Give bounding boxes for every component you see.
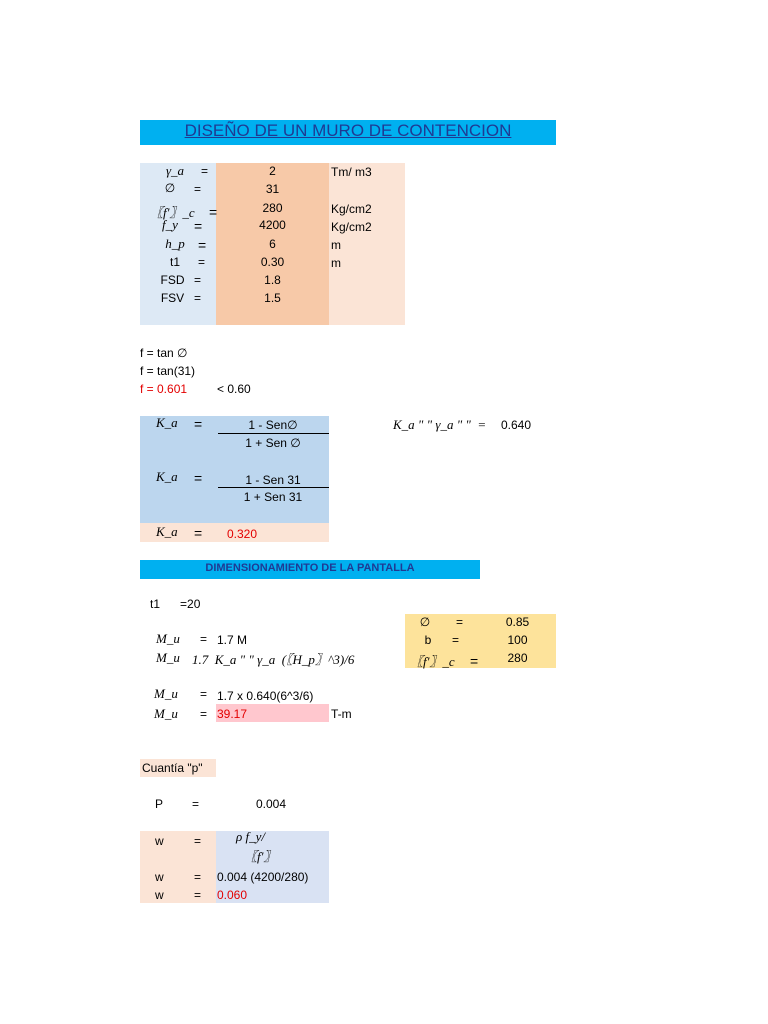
- fraction-line: [218, 433, 329, 434]
- param-eq: =: [194, 291, 202, 305]
- param-unit: m: [331, 238, 341, 252]
- param-value: 280: [262, 201, 283, 215]
- w-symbol: w: [155, 870, 164, 884]
- param-eq: =: [198, 255, 206, 269]
- constant-symbol: b: [424, 633, 432, 647]
- param-eq: =: [198, 237, 207, 253]
- constant-symbol: ∅: [419, 615, 431, 629]
- w-result: 0.060: [217, 888, 248, 902]
- mu-result: 39.17: [217, 707, 248, 721]
- mu-row-1: 1.7 M: [217, 633, 248, 647]
- w-fraction-bottom: 〖f'〗: [244, 849, 277, 864]
- param-value: 1.8: [264, 273, 281, 287]
- mu-symbol: M_u: [154, 686, 178, 701]
- p-eq: =: [192, 797, 200, 811]
- ka-gamma-expr: K_a " " γ_a " " =: [393, 417, 487, 432]
- param-eq: =: [194, 182, 202, 196]
- ka-eq: =: [194, 470, 203, 486]
- ka-eq: =: [194, 416, 203, 432]
- p-symbol: P: [155, 797, 164, 811]
- ka-denominator: 1 + Sen ∅: [245, 436, 301, 450]
- param-symbol: ∅: [164, 181, 176, 195]
- w-eq: =: [194, 888, 202, 902]
- page-title: DISEÑO DE UN MURO DE CONTENCION: [184, 121, 512, 140]
- ka-symbol: K_a: [156, 469, 178, 484]
- param-unit: m: [331, 256, 341, 270]
- mu-eq: =: [200, 632, 208, 646]
- ka-symbol: K_a: [156, 415, 178, 430]
- param-value: 2: [269, 164, 276, 178]
- param-eq: =: [209, 204, 218, 220]
- mu-eq: =: [200, 687, 208, 701]
- param-value: 0.30: [260, 255, 285, 269]
- param-symbol: f_y: [162, 217, 178, 232]
- cuantia-label: Cuantía "p": [142, 761, 203, 775]
- param-eq: =: [201, 164, 209, 178]
- friction-note: < 0.60: [217, 382, 251, 396]
- param-symbol: γ_a: [165, 163, 185, 178]
- param-unit: Kg/cm2: [331, 202, 372, 216]
- param-value: 4200: [259, 218, 286, 232]
- friction-line-2: f = tan(31): [140, 364, 196, 378]
- constant-symbol: 〖f'〗_c: [410, 654, 455, 669]
- mu-symbol: M_u: [156, 631, 180, 646]
- mu-symbol: M_u: [154, 706, 178, 721]
- param-unit: Tm/ m3: [331, 165, 372, 179]
- param-value: 1.5: [264, 291, 281, 305]
- ka-denominator: 1 + Sen 31: [243, 490, 303, 504]
- ka-numerator: 1 - Sen∅: [248, 418, 298, 432]
- param-value: 31: [265, 182, 280, 196]
- constant-eq: =: [456, 615, 464, 629]
- param-eq: =: [194, 218, 203, 234]
- p-value: 0.004: [256, 797, 287, 811]
- mu-row-3: 1.7 x 0.640(6^3/6): [217, 689, 314, 703]
- ka-gamma-value: 0.640: [501, 418, 532, 432]
- w-symbol: w: [155, 834, 164, 848]
- section-title: DIMENSIONAMIENTO DE LA PANTALLA: [205, 562, 415, 574]
- mu-symbol: M_u: [156, 650, 180, 665]
- w-calc: 0.004 (4200/280): [217, 870, 309, 884]
- param-unit: Kg/cm2: [331, 220, 372, 234]
- param-eq: =: [194, 273, 202, 287]
- param-symbol: FSV: [160, 291, 185, 305]
- w-label-bg: [140, 831, 216, 903]
- t1-value: t1 =20: [150, 597, 201, 611]
- param-value: 6: [269, 237, 276, 251]
- w-eq: =: [194, 870, 202, 884]
- w-fraction-top: ρ f_y/: [236, 829, 265, 844]
- constant-eq: =: [470, 653, 479, 669]
- w-symbol: w: [155, 888, 164, 902]
- ka-eq: =: [194, 525, 203, 541]
- constant-value: 280: [507, 651, 528, 665]
- param-symbol: FSD: [160, 273, 185, 287]
- ka-result: 0.320: [227, 527, 258, 541]
- fraction-line: [218, 487, 329, 488]
- mu-row-2: 1.7 K_a " " γ_a (〖H_p〗^3)/6: [192, 652, 355, 667]
- ka-numerator: 1 - Sen 31: [245, 473, 301, 487]
- w-eq: =: [194, 834, 202, 848]
- constant-eq: =: [452, 633, 460, 647]
- param-symbol: t1: [169, 255, 180, 269]
- ka-symbol: K_a: [156, 524, 178, 539]
- mu-unit: T-m: [331, 707, 352, 721]
- friction-line-3: f = 0.601: [140, 382, 188, 396]
- friction-line-1: f = tan ∅: [140, 346, 188, 360]
- constant-value: 0.85: [505, 615, 530, 629]
- constant-value: 100: [507, 633, 528, 647]
- param-symbol: h_p: [165, 236, 185, 251]
- param-symbol: 〖f'〗_c: [150, 205, 195, 220]
- mu-eq: =: [200, 707, 208, 721]
